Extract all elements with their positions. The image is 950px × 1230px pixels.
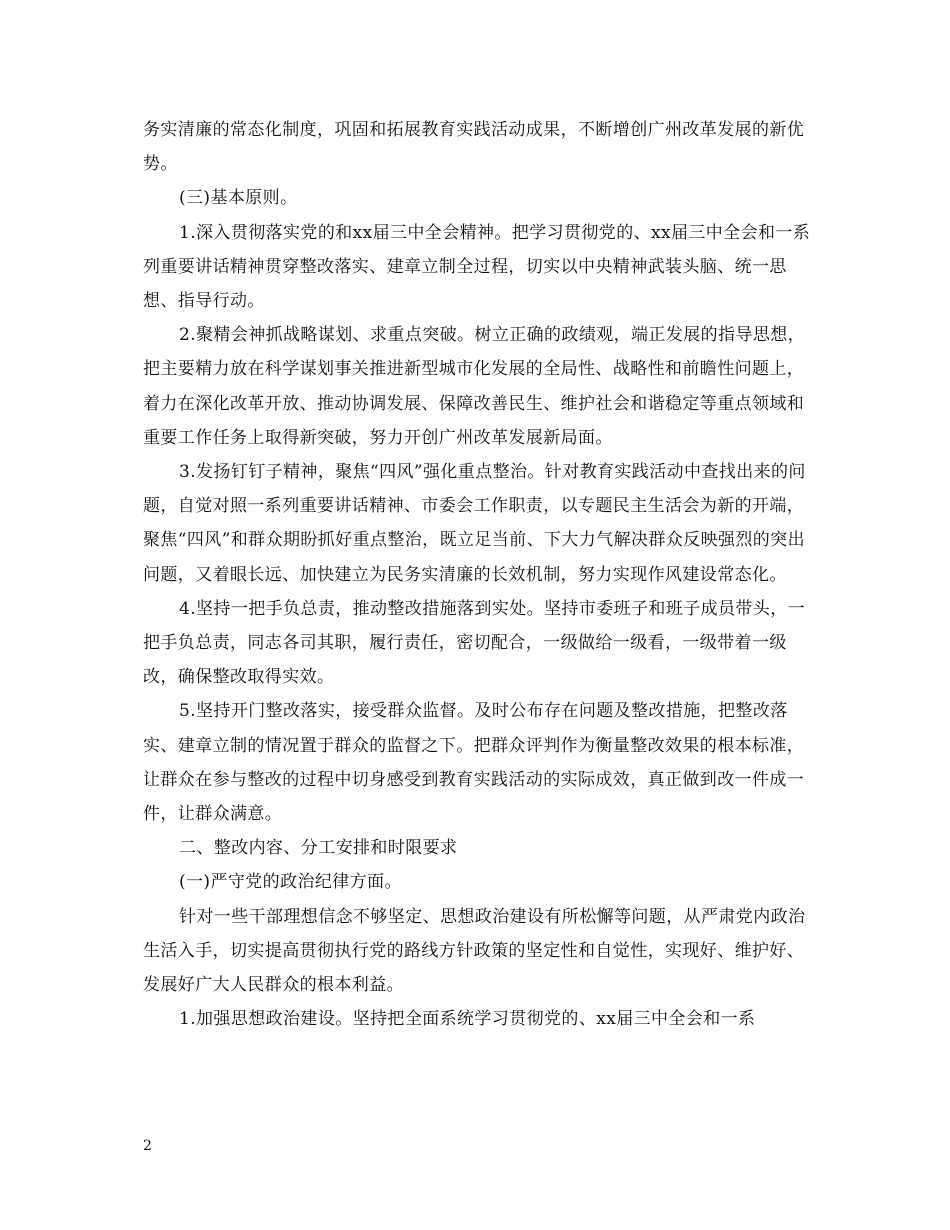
body-paragraph: 3.发扬钉钉子精神，聚焦“四风”强化重点整治。针对教育实践活动中查找出来的问题，自觉对照一系列重要讲话精神、市委会工作职责，以专题民主生活会为新的开端，聚焦“四风”和群众期盼抓好重点整治，既立足当前、下大力气解决群众反映强烈的突出问题，又着眼长远、加快建立为民务实清廉的长效机制，努力实现作风建设常态化。 [143,462,806,585]
body-paragraph: 务实清廉的常态化制度，巩固和拓展教育实践活动成果，不断增创广州改革发展的新优势。 [143,120,805,175]
body-paragraph: 1.深入贯彻落实党的和xx届三中全会精神。把学习贯彻党的、xx届三中全会和一系列重要讲话精神贯穿整改落实、建章立制全过程，切实以中央精神武装头脑、统一思想、指导行动。 [143,222,811,312]
body-paragraph: (一)严守党的政治纪律方面。 [179,872,402,893]
page-number: 2 [143,1138,152,1154]
body-paragraph: 1.加强思想政治建设。坚持把全面系统学习贯彻党的、xx届三中全会和一系 [179,1009,756,1030]
body-paragraph: 4.坚持一把手负总责，推动整改措施落到实处。坚持市委班子和班子成员带头，一把手负总责，同志各司其职，履行责任，密切配合，一级做给一级看，一级带着一级改，确保整改取得实效。 [143,598,806,688]
document-body [143,113,815,1036]
body-paragraph: 5.坚持开门整改落实，接受群众监督。及时公布存在问题及整改措施，把整改落实、建章立制的情况置于群众的监督之下。把群众评判作为衡量整改效果的根本标准，让群众在参与整改的过程中切身感受到教育实践活动的实际成效，真正做到改一件成一件，让群众满意。 [143,701,805,825]
body-paragraph: 针对一些干部理想信念不够坚定、思想政治建设有所松懈等问题，从严肃党内政治生活入手，切实提高贯彻执行党的路线方针政策的坚定性和自觉性，实现好、维护好、发展好广大人民群众的根本利益。 [143,906,806,996]
body-paragraph: (三)基本原则。 [179,188,298,209]
body-paragraph: 二、整改内容、分工安排和时限要求 [179,838,458,859]
body-paragraph: 2.聚精会神抓战略谋划、求重点突破。树立正确的政绩观，端正发展的指导思想，把主要精力放在科学谋划事关推进新型城市化发展的全局性、战略性和前瞻性问题上，着力在深化改革开放、推动协调发展、保障改善民生、维护社会和谐稳定等重点领域和重要工作任务上取得新突破，努力开创广州改革发展新局面。 [143,325,806,448]
